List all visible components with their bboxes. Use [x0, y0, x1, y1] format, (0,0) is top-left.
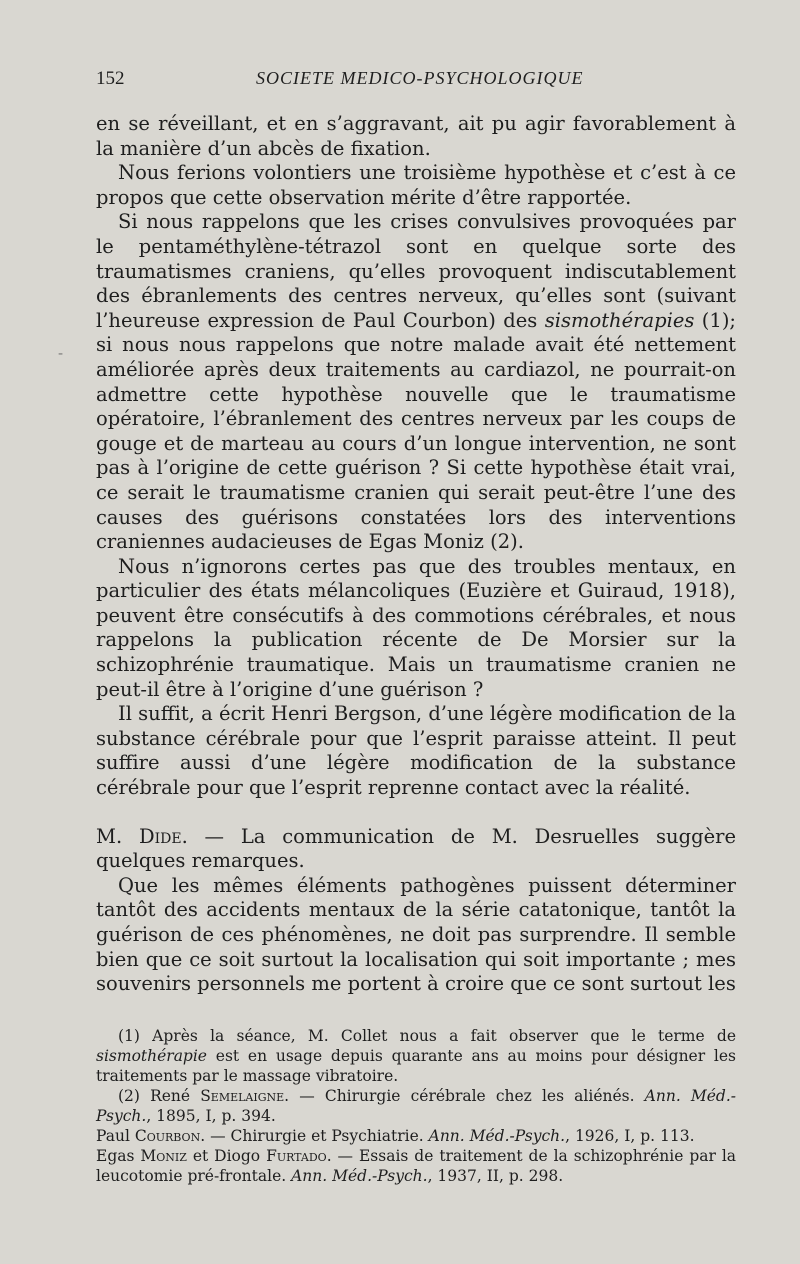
- text-run: (1) Après la séance, M. Collet nous a fait observer que le terme de: [118, 1027, 736, 1045]
- italic-term: sismothérapie: [96, 1047, 207, 1065]
- footnote: [96, 1126, 736, 1146]
- text-run: , 1895, I, p. 394.: [146, 1107, 276, 1125]
- text-run: . — Chirurgie et Psychiatrie.: [200, 1127, 429, 1145]
- paragraph: Nous n’ignorons certes pas que des troubles mentaux, en particulier des états mélancoliques (Euzière et Guiraud, 1918), peuvent être consécutifs à des commotions cérébrales, et nous rappelons la publication récente de De Morsier sur la schizophrénie traumatique. Mais un traumatisme cranien ne peut-il être à l’origine d’une guérison ?: [96, 554, 736, 701]
- text-run: , 1937, II, p. 298.: [427, 1167, 564, 1185]
- text-run: (2) René: [118, 1087, 201, 1105]
- paragraph: en se réveillant, et en s’aggravant, ait pu agir favorablement à la manière d’un abcès de fixation.: [96, 112, 736, 160]
- text-run: (1); si nous nous rappelons que notre malade avait été nettement améliorée après deux traitements au cardiazol, ne pourrait-on admettre cette hypothèse nouvelle que le traumatisme opératoire, l’ébranlement des centres nerveux par les coups de gouge et de marteau au cours d’un longue intervention, ne sont pas à l’origine de cette guérison ? Si cette hypothèse était vrai, ce serait le traumatisme cranien qui serait peut-être l’une des causes des guérisons constatées lors des interventions craniennes audacieuses de Egas Moniz (2).: [96, 308, 736, 554]
- paragraph: Nous ferions volontiers une troisième hypothèse et c’est à ce propos que cette observation mérite d’être rapportée.: [96, 161, 736, 209]
- running-title: SOCIETE MEDICO-PSYCHOLOGIQUE: [256, 68, 584, 88]
- text-run: et Diogo: [186, 1147, 267, 1165]
- text-run: Egas: [96, 1147, 141, 1165]
- footnote: [96, 1026, 736, 1086]
- paragraph: Que les mêmes éléments pathogènes puissent déterminer tantôt des accidents mentaux de la série catatonique, tantôt la guérison de ces phénomènes, ne doit pas surprendre. Il semble bien que ce soit surtout la localisation qui soit importante ; mes souvenirs personnels me portent à croire que ce sont surtout les: [96, 873, 736, 996]
- text-run: Si nous rappelons que les crises convulsives provoquées par le pentaméthylène-tétrazol sont en quelque sorte des traumatismes craniens, qu’elles provoquent indiscutablement des ébranlements des centres nerveux, qu’elles sont (suivant l’heureuse expression de Paul Courbon) des: [96, 210, 736, 332]
- journal-title: Ann. Méd.-Psych.: [96, 1087, 736, 1125]
- author-name: Moniz: [140, 1147, 187, 1165]
- text-run: M.: [96, 824, 139, 848]
- body-text: [96, 112, 736, 997]
- paragraph: [96, 210, 736, 554]
- text-run: . — Essais de traitement de la schizophrénie par la leucotomie pré-frontale.: [96, 1147, 737, 1185]
- text-run: . — Chirurgie cérébrale chez les aliénés.: [284, 1087, 645, 1105]
- speaker-name: Dide: [138, 824, 182, 848]
- text-run: est en usage depuis quarante ans au moins pour désigner les traitements par le massage vibratoire.: [96, 1047, 736, 1085]
- footnote: [96, 1086, 736, 1126]
- journal-title: Ann. Méd.-Psych.: [428, 1127, 566, 1145]
- author-name: Semelaigne: [200, 1087, 285, 1105]
- page-number: 152: [96, 68, 125, 89]
- footnotes: [96, 1026, 736, 1186]
- author-name: Courbon: [134, 1127, 201, 1145]
- journal-title: Ann. Méd.-Psych.: [291, 1167, 428, 1185]
- margin-mark: -: [58, 344, 64, 362]
- page-header: [96, 68, 736, 96]
- text-run: . — La communication de M. Desruelles suggère quelques remarques.: [96, 824, 736, 873]
- speaker-paragraph: [96, 825, 736, 874]
- author-name: Furtado: [266, 1147, 327, 1165]
- footnote: [96, 1146, 736, 1186]
- italic-term: sismothérapies: [544, 308, 695, 332]
- text-run: Paul: [96, 1127, 135, 1145]
- text-run: , 1926, I, p. 113.: [565, 1127, 695, 1145]
- paragraph: Il suffit, a écrit Henri Bergson, d’une légère modification de la substance cérébrale pour que l’esprit paraisse atteint. Il peut suffire aussi d’une légère modification de la substance cérébrale pour que l’esprit reprenne contact avec la réalité.: [96, 702, 736, 800]
